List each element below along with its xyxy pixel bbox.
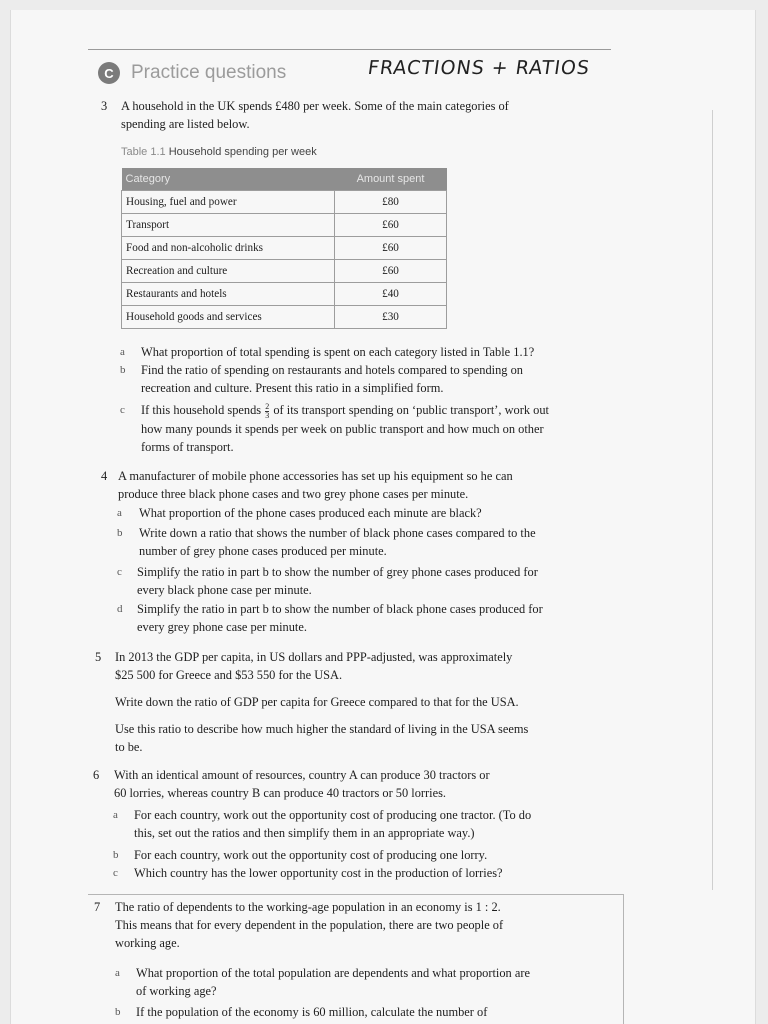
q6a-text: For each country, work out the opportunity cost of producing one tractor. (To do this, set out the ratios and then simplify them in an appropriate way.) xyxy=(134,808,532,840)
section-title: Practice questions xyxy=(131,62,287,83)
q7b-text: If the population of the economy is 60 million, calculate the number of xyxy=(136,1005,488,1019)
table-row xyxy=(122,260,447,283)
subquestion-label: a xyxy=(117,507,122,519)
q3-text: A household in the UK spends £480 per week. Some of the main categories of spending are listed below. xyxy=(121,99,509,131)
column-header: Amount spent xyxy=(335,168,447,191)
q4a-text: What proportion of the phone cases produced each minute are black? xyxy=(139,506,482,520)
q3c-text: If this household spends $\frac{2}{3}$ of its transport spending on ‘public transport’, work out how many pounds it spends per week on public transport and how much on other forms of transport. xyxy=(141,401,549,454)
table-row xyxy=(122,191,447,214)
q3b-text: Find the ratio of spending on restaurants and hotels compared to spending on recreation and culture. Present this ratio in a simplified form. xyxy=(141,363,523,395)
q6b-text: For each country, work out the opportunity cost of producing one lorry. xyxy=(134,848,488,862)
q4b-text: Write down a ratio that shows the number of black phone cases compared to the number of grey phone cases produced per minute. xyxy=(139,526,536,558)
column-header: Category xyxy=(122,168,335,191)
section-badge: C xyxy=(98,62,120,84)
q4d-text: Simplify the ratio in part b to show the number of black phone cases produced for every grey phone case per minute. xyxy=(137,602,543,634)
subquestion-label: c xyxy=(113,867,118,879)
q7a-text: What proportion of the total population are dependents and what proportion are of working age? xyxy=(136,966,530,998)
table-cell: Household goods and services xyxy=(122,306,335,329)
table-caption: Table 1.1 Household spending per week xyxy=(121,146,317,158)
section-header xyxy=(98,58,286,88)
q6-text: With an identical amount of resources, country A can produce 30 tractors or 60 lorries, whereas country B can produce 40 tractors or 50 lorries. xyxy=(114,768,490,800)
q7-text: The ratio of dependents to the working-age population in an economy is 1 : 2. This means that for every dependent in the population, there are two people of working age. xyxy=(115,900,504,950)
subquestion-label: b xyxy=(117,527,123,539)
table-cell: Housing, fuel and power xyxy=(122,191,335,214)
q4c-text: Simplify the ratio in part b to show the number of grey phone cases produced for every black phone case per minute. xyxy=(137,565,538,597)
subquestion-label: b xyxy=(113,849,119,861)
q6c-text: Which country has the lower opportunity cost in the production of lorries? xyxy=(134,866,503,880)
question-number: 4 xyxy=(101,469,108,483)
right-margin-rule xyxy=(712,110,713,890)
table-row xyxy=(122,214,447,237)
table-row xyxy=(122,306,447,329)
question-number: 5 xyxy=(95,650,102,664)
question-number: 3 xyxy=(101,99,108,113)
subquestion-label: b xyxy=(120,364,126,376)
subquestion-label: a xyxy=(115,967,120,979)
table-cell: £40 xyxy=(335,283,447,306)
table-cell: £60 xyxy=(335,237,447,260)
q5-text: In 2013 the GDP per capita, in US dollars and PPP-adjusted, was approximately $25 500 for Greece and $53 550 for the USA. Write down the ratio of GDP per capita for Greece compared to that for the USA. Use this ratio to describe how much higher the standard of living in the USA seems to be. xyxy=(115,650,529,754)
q7-box-right xyxy=(623,894,624,1024)
table-cell: £60 xyxy=(335,214,447,237)
q7-box-top xyxy=(88,894,624,895)
household-spending-table xyxy=(121,168,447,329)
table-cell: Restaurants and hotels xyxy=(122,283,335,306)
table-cell: £80 xyxy=(335,191,447,214)
fraction: $\frac{2}{3}$ xyxy=(265,401,270,420)
subquestion-label: c xyxy=(117,566,122,578)
subquestion-label: a xyxy=(113,809,118,821)
table-cell: £60 xyxy=(335,260,447,283)
q3a-text: What proportion of total spending is spent on each category listed in Table 1.1? xyxy=(141,345,535,359)
table-header-row xyxy=(122,168,447,191)
table-row xyxy=(122,237,447,260)
table-cell: £30 xyxy=(335,306,447,329)
table-cell: Food and non-alcoholic drinks xyxy=(122,237,335,260)
subquestion-label: c xyxy=(120,404,125,416)
table-cell: Transport xyxy=(122,214,335,237)
q4-text: A manufacturer of mobile phone accessories has set up his equipment so he can produce three black phone cases and two grey phone cases per minute. xyxy=(118,469,513,501)
top-rule xyxy=(88,49,611,50)
subquestion-label: b xyxy=(115,1006,121,1018)
subquestion-label: a xyxy=(120,346,125,358)
question-number: 7 xyxy=(94,900,101,914)
question-number: 6 xyxy=(93,768,100,782)
handwritten-title: FRACTIONS + RATIOS xyxy=(366,57,592,79)
table-row xyxy=(122,283,447,306)
subquestion-label: d xyxy=(117,603,123,615)
table-cell: Recreation and culture xyxy=(122,260,335,283)
